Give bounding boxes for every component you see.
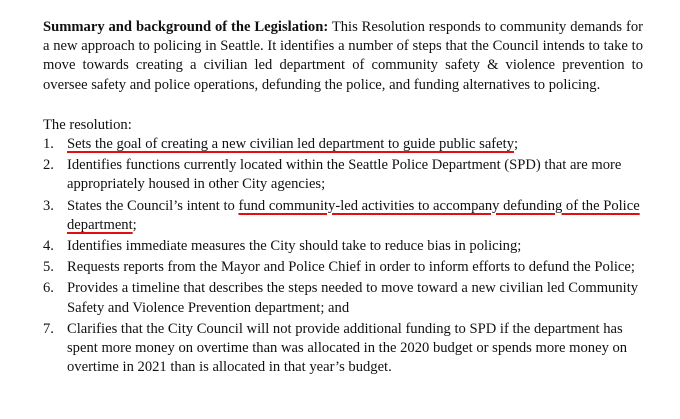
item-number: 5. <box>43 259 54 276</box>
item-number: 7. <box>43 320 54 337</box>
item-number: 6. <box>43 280 54 297</box>
list-item <box>43 279 643 317</box>
item-text <box>67 135 643 154</box>
resolution-intro: The resolution: <box>43 116 132 133</box>
list-item <box>43 135 643 154</box>
red-underline-highlight: Sets the goal of creating a new civilian led department to guide public safety <box>67 136 514 153</box>
item-number: 1. <box>43 136 54 153</box>
item-text: Identifies immediate measures the City should take to reduce bias in policing; <box>67 238 522 255</box>
summary-text: This Resolution responds to community demands for a new approach to policing in Seattle. It identifies a number of steps that the Council intends to take to move towards creating a civilian led department of community safety & violence prevention to oversee safety and police operations, defunding the police, and funding alternatives to policing. <box>43 19 643 93</box>
item-text-before: States the Council’s intent to <box>67 197 239 214</box>
item-text: Clarifies that the City Council will not provide additional funding to SPD if the department has spent more money on overtime than was allocated in the 2020 budget or spends more money on overtime in 2021 than is allocated in that year’s budget. <box>67 320 628 376</box>
item-text: Provides a timeline that describes the steps needed to move toward a new civilian led Community Safety and Violence Prevention department; and <box>67 280 639 316</box>
item-text-after: ; <box>514 136 519 153</box>
item-text: Identifies functions currently located within the Seattle Police Department (SPD) that are more appropriately housed in other City agencies; <box>67 157 622 193</box>
summary-heading: Summary and background of the Legislation: <box>43 19 329 35</box>
red-underline-highlight: fund community-led activities to accompany defunding of the Police department <box>67 197 640 233</box>
summary-paragraph <box>43 18 643 95</box>
item-text <box>67 197 643 235</box>
list-item <box>43 237 643 256</box>
resolution-list <box>43 135 643 377</box>
item-number: 3. <box>43 197 54 214</box>
list-item <box>43 320 643 378</box>
document-page <box>43 18 643 379</box>
list-item <box>43 197 643 235</box>
item-number: 4. <box>43 238 54 255</box>
item-text: Requests reports from the Mayor and Police Chief in order to inform efforts to defund the Police; <box>67 259 635 276</box>
list-item <box>43 258 643 277</box>
item-text-after: ; <box>132 216 137 233</box>
list-item <box>43 156 643 194</box>
item-number: 2. <box>43 157 54 174</box>
